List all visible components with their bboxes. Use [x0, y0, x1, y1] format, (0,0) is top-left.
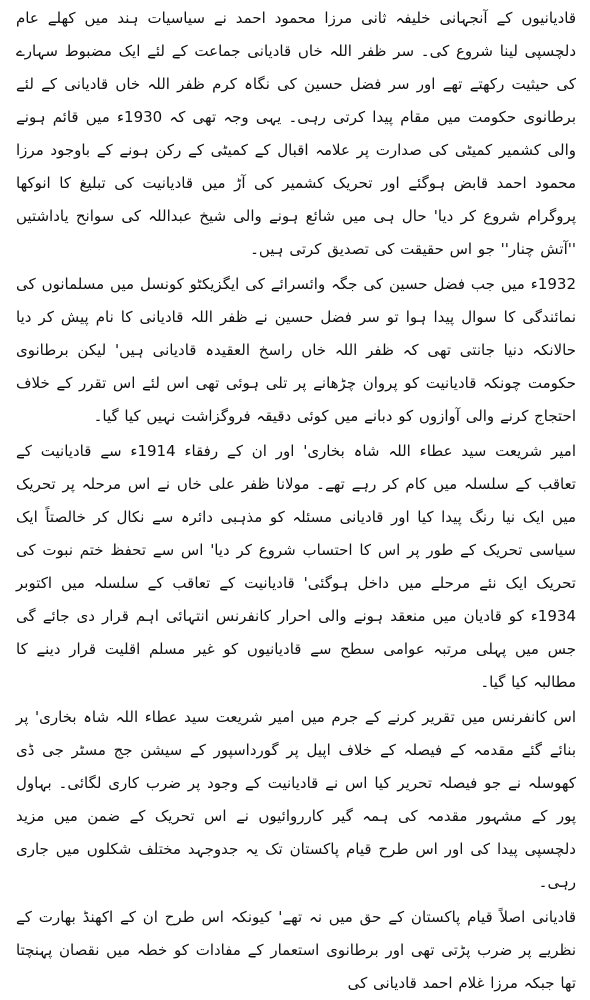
paragraph-khalifa-politics: قادیانیوں کے آنجہانی خلیفہ ثانی مرزا محمود احمد نے سیاسیات ہند میں کھلے عام دلچسپی لینا شروع کی۔ سر ظفر اللہ خاں قادیانی جماعت کے لئے ایک مضبوط سہارے کی حیثیت رکھتے تھے اور سر فضل حسین کی نگاہ کرم ظفر اللہ خاں قادیانی کے لئے برطانوی حکومت میں مقام پیدا کرتی رہی۔ یہی وجہ تھی کہ 1930ء میں قائم ہونے والی کشمیر کمیٹی کی صدارت پر علامہ اقبال کے کمیٹی کے رکن ہونے کے باوجود مرزا محمود احمد قابض ہوگئے اور تحریک کشمیر کی آڑ میں قادیانیت کی تبلیغ کا انوکھا پروگرام شروع کر دیا' حال ہی میں شائع ہونے والی شیخ عبداللہ کی سوانح یاداشتیں ''آتش چنار'' جو اس حقیقت کی تصدیق کرتی ہیں۔	[16, 9, 576, 258]
paragraph-court-verdict: اس کانفرنس میں تقریر کرنے کے جرم میں امیر شریعت سید عطاء اللہ شاہ بخاری' پر بنائے گئے مقدمہ کے فیصلہ کے خلاف اپیل پر گورداسپور کے سیشن جج مسٹر جی ڈی کھوسلہ نے جو فیصلہ تحریر کیا اس نے قادیانیت کے وجود پر ضرب کاری لگائی۔ بہاول پور کے مشہور مقدمہ کی ہمہ گیر کارروائیوں نے اس تحریک کے ضمن میں مزید دلچسپی پیدا کی اور اس طرح قیام پاکستان تک یہ جدوجہد مختلف شکلوں میں جاری رہی۔	[16, 708, 576, 891]
paragraph-pakistan-opposition: قادیانی اصلاً قیام پاکستان کے حق میں نہ تھے' کیونکہ اس طرح ان کے اکھنڈ بھارت کے نظریے پر ضرب پڑتی تھی اور برطانوی استعمار کے مفادات کو خطہ میں نقصان پہنچتا تھا جبکہ مرزا غلام احمد قادیانی کی	[16, 908, 576, 992]
paragraph-executive-council-1932: 1932ء میں جب فضل حسین کی جگہ وائسرائے کی ایگزیکٹو کونسل میں مسلمانوں کی نمائندگی کا سوال پیدا ہوا تو سر فضل حسین نے ظفر اللہ قادیانی کا نام پیش کر دیا حالانکہ دنیا جانتی تھی کہ ظفر اللہ خاں راسخ العقیدہ قادیانی ہیں' لیکن برطانوی حکومت چونکہ قادیانیت کو پروان چڑھانے پر تلی ہوئی تھی اس لئے اس تقرر کے خلاف احتجاج کرنے والی آوازوں کو دبانے میں کوئی دقیقہ فروگزاشت نہیں کیا گیا۔	[16, 275, 576, 425]
paragraph-ahrar-conference-1934: امیر شریعت سید عطاء اللہ شاہ بخاری' اور ان کے رفقاء 1914ء سے قادیانیت کے تعاقب کے سلسلہ میں کام کر رہے تھے۔ مولانا ظفر علی خاں نے اس مرحلہ پر تحریک میں ایک نیا رنگ پیدا کیا اور قادیانی مسئلہ کو مذہبی دائرہ سے نکال کر خالصتاً ایک سیاسی تحریک کے طور پر اس کا احتساب شروع کر دیا' اس سے تحفظ ختم نبوت کی تحریک ایک نئے مرحلے میں داخل ہوگئی' قادیانیت کے تعاقب کے سلسلہ میں اکتوبر 1934ء کو قادیان میں منعقد ہونے والی احرار کانفرنس انتہائی اہم قرار دی جائے گی جس میں پہلی مرتبہ عوامی سطح سے قادیانیوں کو غیر مسلم اقلیت قرار دینے کا مطالبہ کیا گیا۔	[16, 442, 576, 691]
document-body	[16, 2, 576, 1000]
